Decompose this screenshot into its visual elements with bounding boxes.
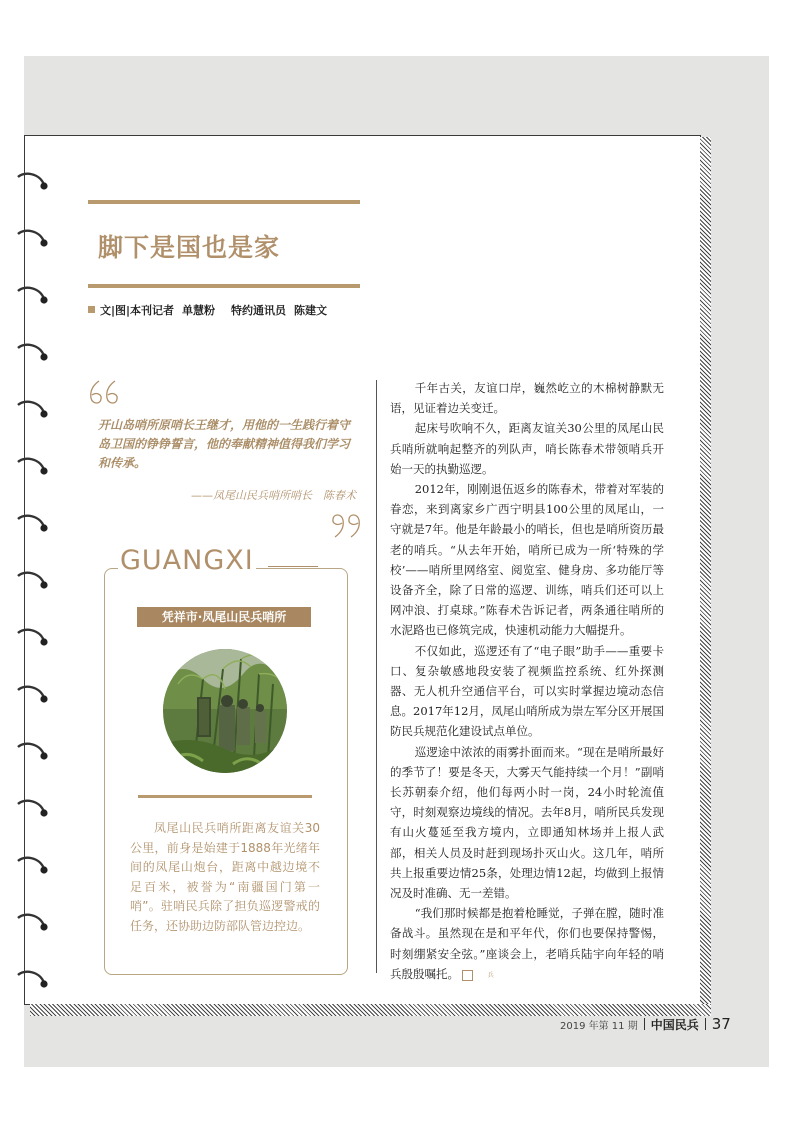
body-paragraph: 不仅如此，巡逻还有了“电子眼”助手——重要卡口、复杂敏感地段安装了视频监控系统、红外探测器、无人机升空通信平台，可以实时掌握边境动态信息。2017年12月，凤尾山哨所成为崇左军分区开展国防民兵规范化建设试点单位。	[390, 643, 664, 739]
byline-role-2: 特约通讯员	[231, 304, 287, 317]
binder-ring-icon	[18, 915, 48, 931]
body-paragraph: 千年古关，友谊口岸，巍然屹立的木棉树静默无语，见证着边关变迁。	[390, 381, 664, 416]
page-shadow-right	[700, 137, 711, 1005]
binder-ring-icon	[18, 288, 48, 304]
magazine-name: 中国民兵	[650, 1018, 699, 1032]
pull-quote-text: 开山岛哨所原哨长王继才，用他的一生践行着守岛卫国的铮铮誓言，他的奉献精神值得我们学习和传承。	[98, 418, 351, 470]
binder-ring-icon	[18, 516, 48, 532]
binder-ring-icon	[18, 858, 48, 874]
byline-label: 文|图|本刊记者	[100, 304, 175, 317]
page-number: 37	[711, 1015, 731, 1033]
binder-ring-icon	[18, 402, 48, 418]
binder-ring-icon	[18, 744, 48, 760]
binder-rings	[14, 160, 54, 990]
sidebar-text: 凤尾山民兵哨所距离友谊关30公里，前身是始建于1888年光绪年间的凤尾山炮台，距离中越边境不足百米，被誉为“南疆国门第一哨”。驻哨民兵除了担负巡逻警戒的任务，还协助边防部队管边控边。	[130, 821, 320, 933]
militia-patrol-photo-icon	[163, 649, 287, 773]
open-quote-icon	[88, 378, 122, 408]
binder-ring-icon	[18, 231, 48, 247]
binder-ring-icon	[18, 174, 48, 190]
end-mark-icon: 兵	[462, 970, 473, 981]
body-paragraph-text: “我们那时候都是抱着枪睡觉，子弹在膛，随时准备战斗。虽然现在是和平年代，你们也要保持警惕，时刻绷紧安全弦。”座谈会上，老哨兵陆宇向年轻的哨兵殷殷嘱托。	[390, 906, 664, 981]
binder-ring-icon	[18, 345, 48, 361]
article-title: 脚下是国也是家	[98, 233, 281, 262]
pull-quote-attribution: ——凤尾山民兵哨所哨长 陈春术	[191, 489, 356, 502]
body-paragraph: 起床号吹响不久，距离友谊关30公里的凤尾山民兵哨所就响起整齐的列队声，哨长陈春术带领哨兵开始一天的执勤巡逻。	[390, 421, 664, 476]
byline-square-icon	[88, 306, 95, 313]
binder-ring-icon	[18, 459, 48, 475]
page-footer	[560, 1015, 731, 1033]
binder-ring-icon	[18, 630, 48, 646]
footer-separator	[705, 1018, 706, 1030]
footer-separator	[644, 1018, 645, 1030]
title-rule-bottom	[88, 284, 360, 288]
binder-ring-icon	[18, 801, 48, 817]
byline	[88, 302, 327, 318]
article-body	[390, 378, 664, 984]
body-paragraph: 巡逻途中浓浓的雨雾扑面而来。“现在是哨所最好的季节了！要是冬天，大雾天气能持续一个月！”副哨长苏朝泰介绍，他们每两小时一岗，24小时轮流值守，时刻观察边境线的情况。去年8月，哨所民兵发现有山火蔓延至我方境内，立即通知林场并上报人武部，相关人员及时赶到现场扑灭山火。这几年，哨所共上报重要边情25条，处理边情12起，均做到上报情况及时准确、无一差错。	[390, 744, 664, 901]
close-quote-icon	[328, 510, 362, 540]
issue-label: 2019 年第 11 期	[560, 1021, 638, 1032]
region-heading-line	[268, 566, 318, 567]
title-rule-top	[88, 200, 360, 204]
body-paragraph: 2012年，刚刚退伍返乡的陈春术，带着对军装的眷恋，来到离家乡广西宁明县100公里的凤尾山，一守就是7年。他是年龄最小的哨长，但也是哨所资历最老的哨兵。“从去年开始，哨所已成为一所‘特殊的学校’——哨所里网络室、阅览室、健身房、多功能厅等设备齐全，除了日常的巡逻、训练，哨兵们还可以上网冲浪、打桌球。”陈春术告诉记者，两条通往哨所的水泥路也已修筑完成，快速机动能力大幅提升。	[390, 482, 664, 638]
byline-author-1: 单慧粉	[182, 304, 216, 317]
column-divider	[376, 380, 377, 973]
byline-author-2: 陈建文	[294, 304, 328, 317]
region-heading: GUANGXI	[120, 545, 254, 576]
binder-ring-icon	[18, 573, 48, 589]
patrol-photo	[163, 649, 287, 773]
binder-ring-icon	[18, 972, 48, 988]
body-paragraph-last	[390, 903, 664, 984]
sidebar-rule	[138, 795, 312, 798]
binder-ring-icon	[18, 687, 48, 703]
ring-group	[18, 174, 48, 988]
location-tag: 凭祥市·凤尾山民兵哨所	[137, 607, 311, 627]
